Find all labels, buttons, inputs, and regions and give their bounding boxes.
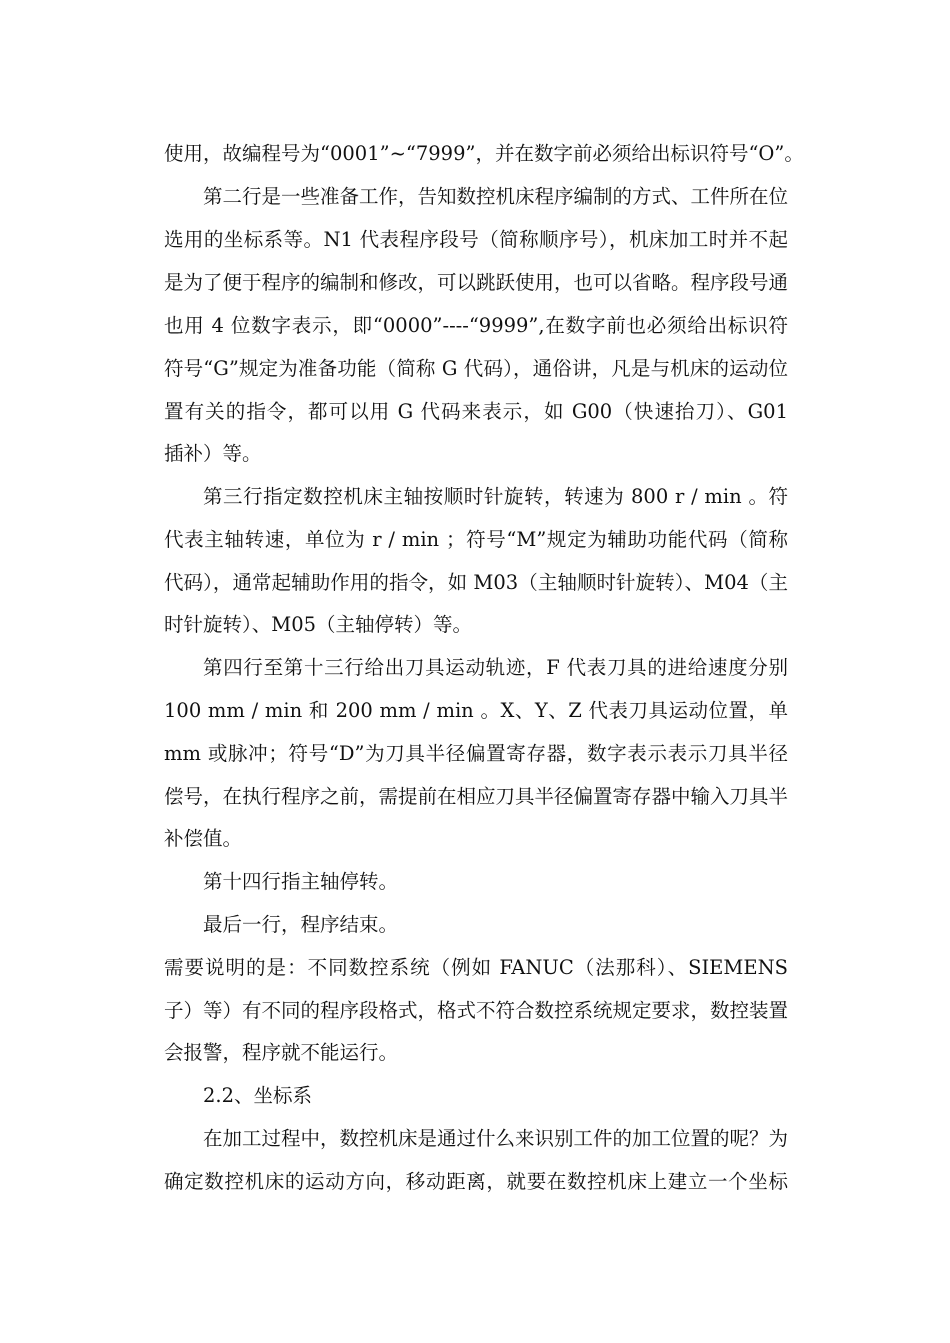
text-line: 代码），通常起辅助作用的指令，如 M03（主轴顺时针旋转）、M04（主 bbox=[164, 571, 788, 594]
text-line: 100 mm / min 和 200 mm / min 。X、Y、Z 代表刀具运动位置，单 bbox=[164, 699, 788, 722]
text-line: 符号“G”规定为准备功能（简称 G 代码），通俗讲，凡是与机床的运动位 bbox=[164, 357, 788, 380]
text-line: 最后一行，程序结束。 bbox=[203, 913, 399, 936]
text-line: 会报警，程序就不能运行。 bbox=[164, 1041, 399, 1064]
text-line: mm 或脉冲；符号“D”为刀具半径偏置寄存器，数字表示表示刀具半径 bbox=[164, 742, 788, 765]
text-line: 需要说明的是：不同数控系统（例如 FANUC（法那科）、SIEMENS bbox=[164, 956, 788, 979]
section-heading: 2.2、坐标系 bbox=[203, 1084, 313, 1107]
text-line: 使用，故编程号为“0001”~“7999”，并在数字前必须给出标识符号“O”。 bbox=[164, 142, 804, 165]
text-line: 第四行至第十三行给出刀具运动轨迹，F 代表刀具的进给速度分别 bbox=[203, 656, 788, 679]
text-line: 子）等）有不同的程序段格式，格式不符合数控系统规定要求，数控装置 bbox=[164, 999, 788, 1022]
text-line: 在加工过程中，数控机床是通过什么来识别工件的加工位置的呢？为 bbox=[203, 1127, 788, 1150]
text-line: 插补）等。 bbox=[164, 442, 262, 465]
text-line: 代表主轴转速，单位为 r / min ；符号“M”规定为辅助功能代码（简称 bbox=[164, 528, 788, 551]
text-line: 偿号，在执行程序之前，需提前在相应刀具半径偏置寄存器中输入刀具半 bbox=[164, 785, 788, 808]
text-line: 也用 4 位数字表示，即“0000”----“9999”,在数字前也必须给出标识符 bbox=[164, 314, 788, 337]
text-line: 是为了便于程序的编制和修改，可以跳跃使用，也可以省略。程序段号通 bbox=[164, 271, 788, 294]
text-line: 第二行是一些准备工作，告知数控机床程序编制的方式、工件所在位 bbox=[203, 185, 788, 208]
text-line: 第三行指定数控机床主轴按顺时针旋转，转速为 800 r / min 。符 bbox=[203, 485, 788, 508]
text-line: 置有关的指令，都可以用 G 代码来表示，如 G00（快速抬刀）、G01 bbox=[164, 400, 788, 423]
text-line: 确定数控机床的运动方向，移动距离，就要在数控机床上建立一个坐标 bbox=[164, 1170, 788, 1193]
text-line: 选用的坐标系等。N1 代表程序段号（简称顺序号），机床加工时并不起 bbox=[164, 228, 788, 251]
text-line: 第十四行指主轴停转。 bbox=[203, 870, 399, 893]
text-line: 时针旋转）、M05（主轴停转）等。 bbox=[164, 613, 473, 636]
text-line: 补偿值。 bbox=[164, 827, 243, 850]
